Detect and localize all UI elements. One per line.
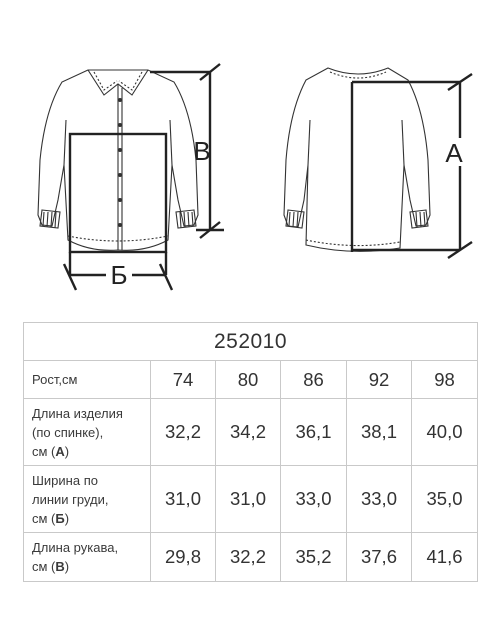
- article-number: 252010: [24, 323, 478, 361]
- chest-value: 33,0: [347, 466, 412, 533]
- size-98: 98: [412, 361, 478, 399]
- chest-value: 35,0: [412, 466, 478, 533]
- chest-value: 33,0: [281, 466, 347, 533]
- table-row-length: [24, 399, 478, 466]
- garment-sketch: [0, 0, 500, 310]
- label-chest: Б: [110, 260, 128, 290]
- height-label: Рост,см: [24, 361, 151, 399]
- sleeve-value: 32,2: [216, 533, 281, 582]
- front-buttons: [118, 98, 122, 227]
- sleeve-value: 29,8: [151, 533, 216, 582]
- size-80: 80: [216, 361, 281, 399]
- length-value: 34,2: [216, 399, 281, 466]
- length-value: 32,2: [151, 399, 216, 466]
- size-86: 86: [281, 361, 347, 399]
- sleeve-value: 41,6: [412, 533, 478, 582]
- back-view: [284, 68, 430, 251]
- length-value: 36,1: [281, 399, 347, 466]
- sleeve-measure-line: [150, 64, 224, 238]
- size-92: 92: [347, 361, 412, 399]
- length-label: Длина изделия (по спинке), см (А): [24, 399, 151, 466]
- label-length: А: [445, 138, 463, 168]
- chest-value: 31,0: [216, 466, 281, 533]
- length-value: 40,0: [412, 399, 478, 466]
- chest-label: Ширина по линии груди, см (Б): [24, 466, 151, 533]
- table-row-sleeve: [24, 533, 478, 582]
- label-sleeve: В: [193, 136, 211, 166]
- length-value: 38,1: [347, 399, 412, 466]
- front-view: [38, 70, 198, 250]
- chest-value: 31,0: [151, 466, 216, 533]
- table-row-sizes: [24, 361, 478, 399]
- sleeve-value: 35,2: [281, 533, 347, 582]
- sleeve-label: Длина рукава, см (В): [24, 533, 151, 582]
- sleeve-value: 37,6: [347, 533, 412, 582]
- size-74: 74: [151, 361, 216, 399]
- table-row-chest: [24, 466, 478, 533]
- size-table: [23, 322, 478, 582]
